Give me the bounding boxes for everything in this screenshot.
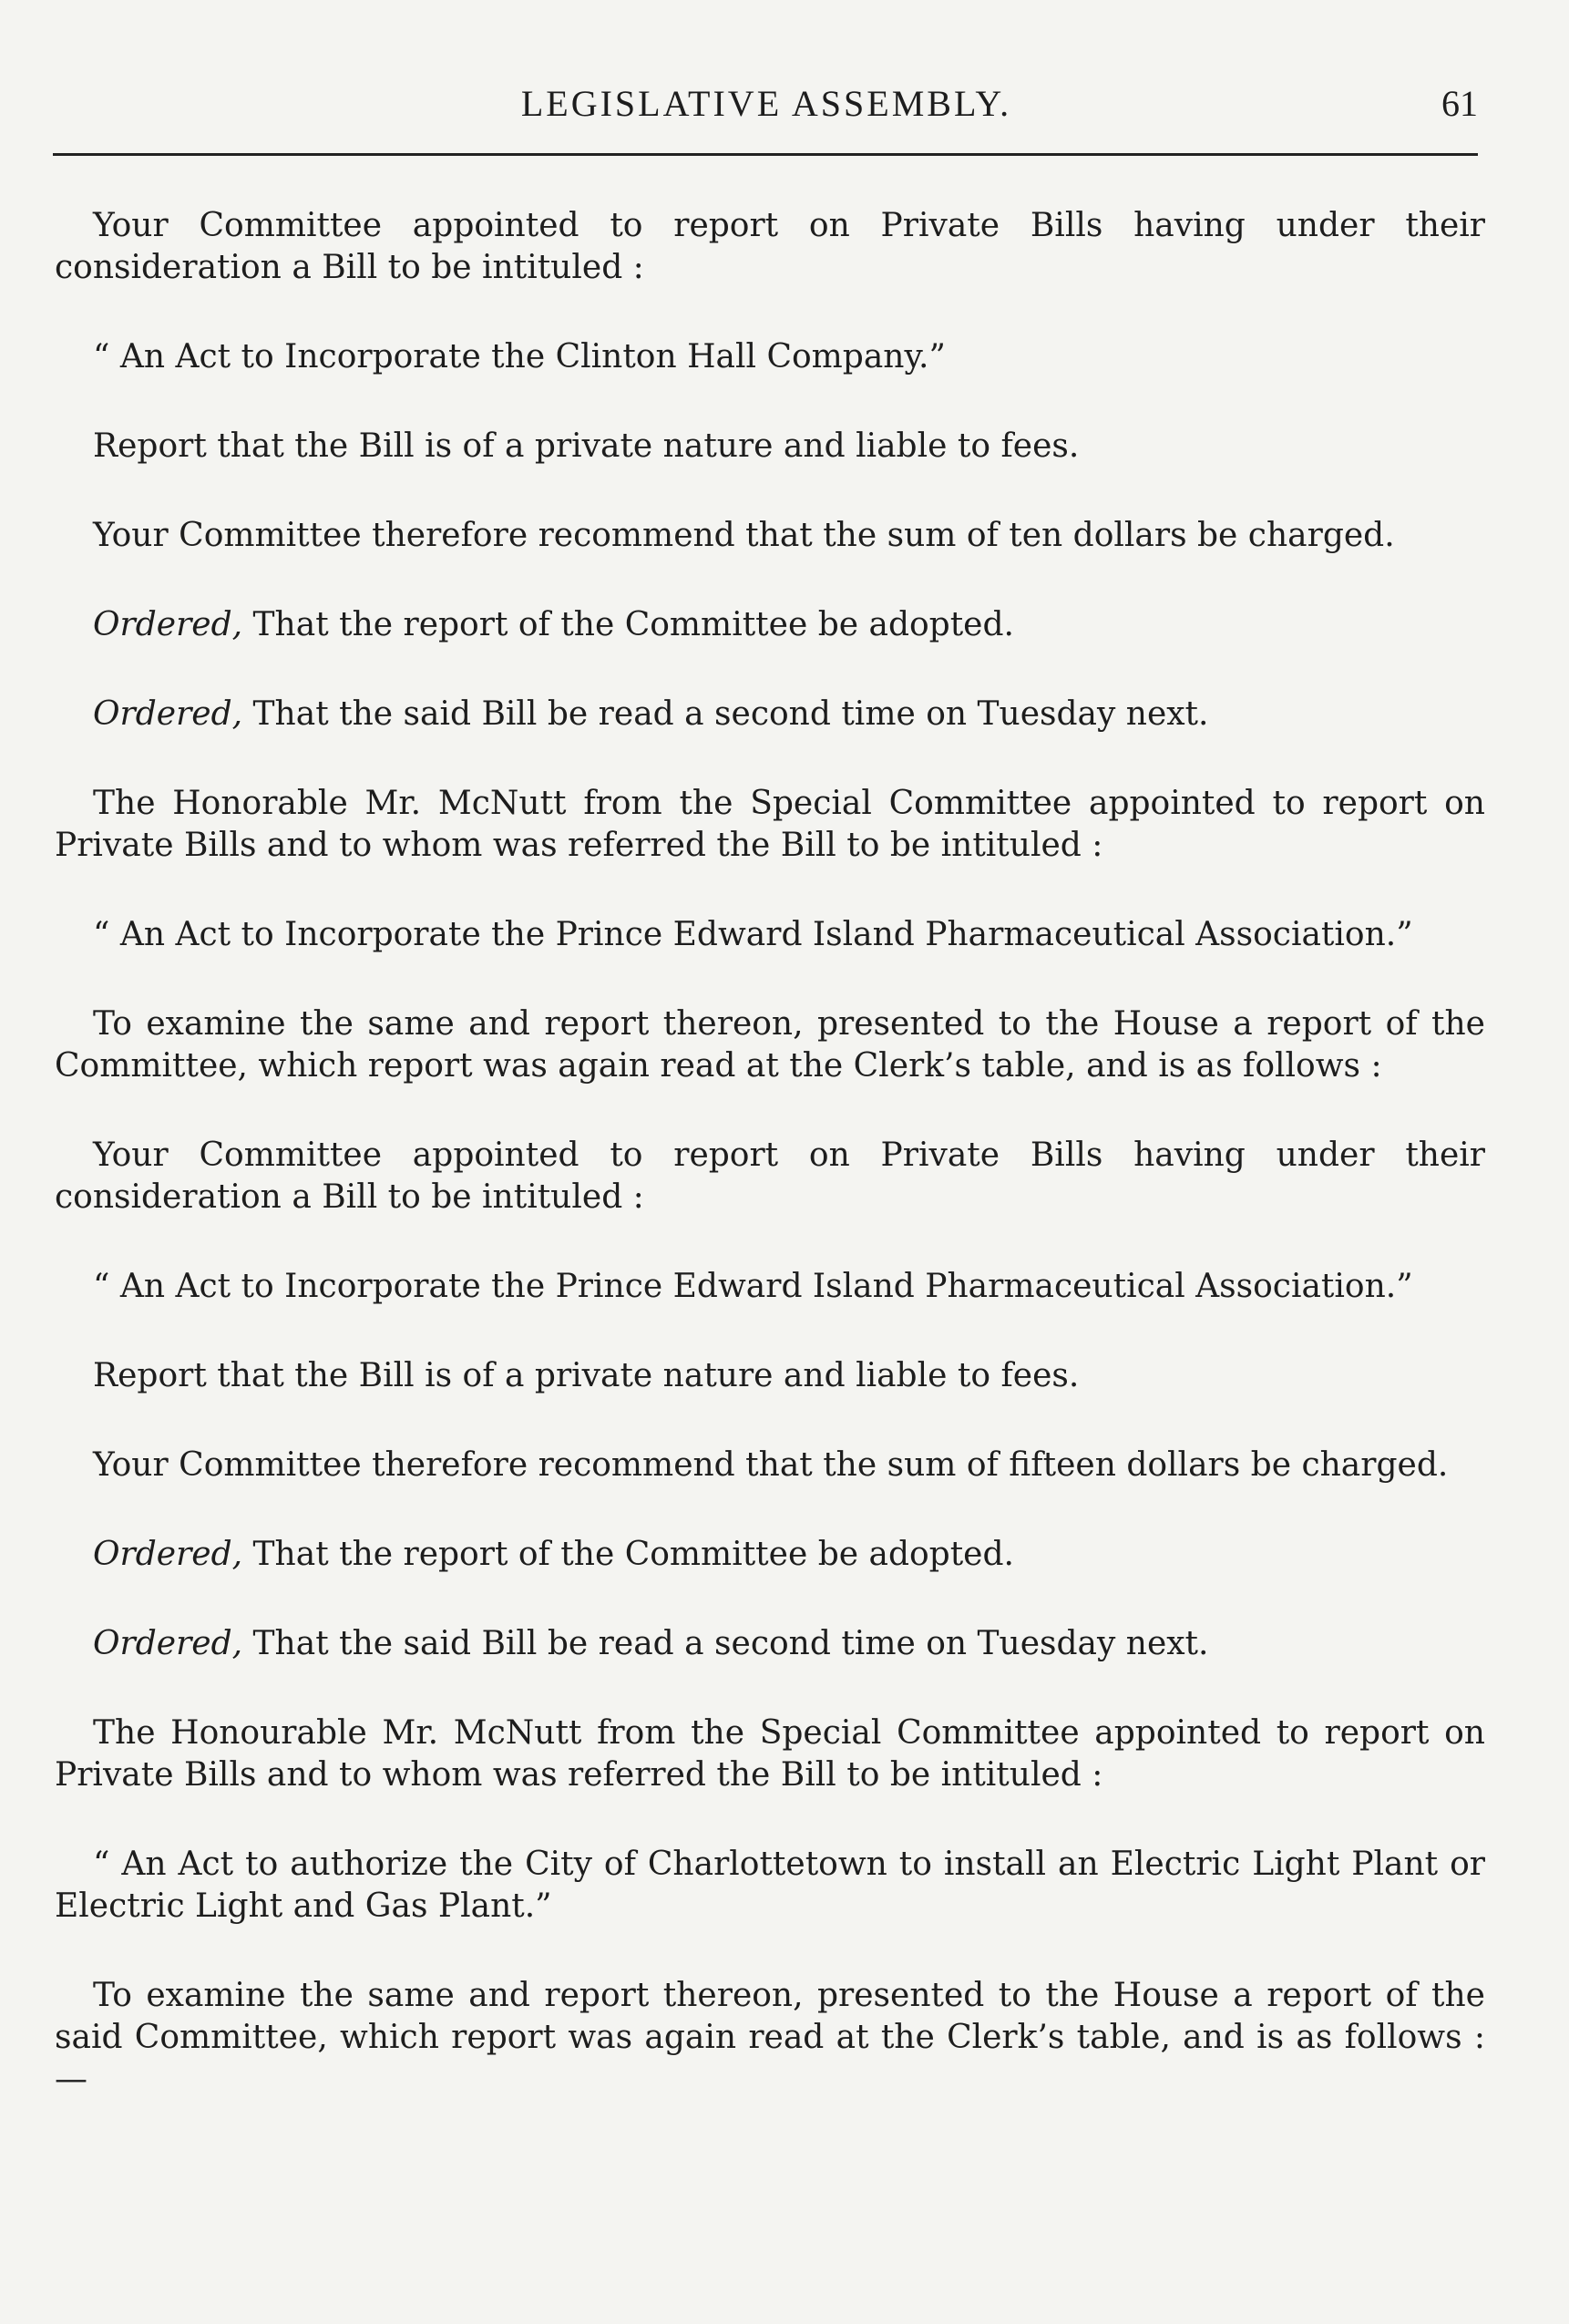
- paragraph: [55, 1975, 1485, 2101]
- running-head: LEGISLATIVE ASSEMBLY.: [520, 83, 1012, 124]
- paragraph: [55, 205, 1485, 289]
- paragraph: [55, 426, 1485, 468]
- bill-title: [55, 1844, 1485, 1928]
- paragraph: [55, 1445, 1485, 1486]
- paragraph: [55, 783, 1485, 867]
- ordered-lead: Ordered,: [93, 1625, 243, 1662]
- paragraph-text: To examine the same and report thereon, presented to the House a report of the said Committee, which report was again read at the Clerk’s table, and is as follows :—: [55, 1977, 1485, 2098]
- paragraph-text: “ An Act to Incorporate the Prince Edward Island Pharmaceutical Association.”: [93, 1268, 1413, 1305]
- paragraph-text: Your Committee appointed to report on Private Bills having under their consideration a Bill to be intituled :: [55, 1136, 1485, 1216]
- paragraph: [55, 1355, 1485, 1397]
- paragraph-text: That the report of the Committee be adopted.: [252, 1536, 1014, 1573]
- page-header: [55, 73, 1478, 137]
- paragraph-text: Your Committee appointed to report on Private Bills having under their consideration a Bill to be intituled :: [55, 207, 1485, 286]
- header-rule: [53, 153, 1478, 156]
- paragraph: [55, 1135, 1485, 1219]
- paragraph-text: The Honorable Mr. McNutt from the Special Committee appointed to report on Private Bills and to whom was referred the Bill to be intituled :: [55, 785, 1485, 864]
- ordered-lead: Ordered,: [93, 606, 243, 643]
- paragraph-text: That the report of the Committee be adopted.: [252, 606, 1014, 643]
- order-paragraph: [55, 1534, 1485, 1576]
- paragraph-text: To examine the same and report thereon, presented to the House a report of the Committee, which report was again read at the Clerk’s table, and is as follows :: [55, 1005, 1485, 1085]
- paragraph-text: The Honourable Mr. McNutt from the Special Committee appointed to report on Private Bills and to whom was referred the Bill to be intituled :: [55, 1714, 1485, 1794]
- paragraph-text: Report that the Bill is of a private nature and liable to fees.: [93, 1357, 1080, 1394]
- paragraph-text: That the said Bill be read a second time on Tuesday next.: [252, 695, 1209, 733]
- paragraph-text: Your Committee therefore recommend that the sum of fifteen dollars be charged.: [93, 1446, 1449, 1484]
- order-paragraph: [55, 1623, 1485, 1665]
- paragraph-text: That the said Bill be read a second time on Tuesday next.: [252, 1625, 1209, 1662]
- page-number: 61: [1441, 83, 1478, 124]
- ordered-lead: Ordered,: [93, 1536, 243, 1573]
- ordered-lead: Ordered,: [93, 695, 243, 733]
- paragraph-text: Your Committee therefore recommend that the sum of ten dollars be charged.: [93, 517, 1395, 554]
- paragraph-text: “ An Act to Incorporate the Prince Edward Island Pharmaceutical Association.”: [93, 916, 1413, 953]
- order-paragraph: [55, 604, 1485, 646]
- paragraph-text: “ An Act to Incorporate the Clinton Hall Company.”: [93, 338, 946, 375]
- order-paragraph: [55, 694, 1485, 735]
- paragraph-text: Report that the Bill is of a private nature and liable to fees.: [93, 427, 1080, 465]
- bill-title: [55, 1266, 1485, 1308]
- paragraph: [55, 1003, 1485, 1087]
- body-text: [55, 205, 1485, 2148]
- paragraph-text: “ An Act to authorize the City of Charlottetown to install an Electric Light Plant or Electric Light and Gas Plant.”: [55, 1846, 1485, 1925]
- paragraph: [55, 1712, 1485, 1796]
- paragraph: [55, 515, 1485, 557]
- bill-title: [55, 336, 1485, 378]
- bill-title: [55, 914, 1485, 956]
